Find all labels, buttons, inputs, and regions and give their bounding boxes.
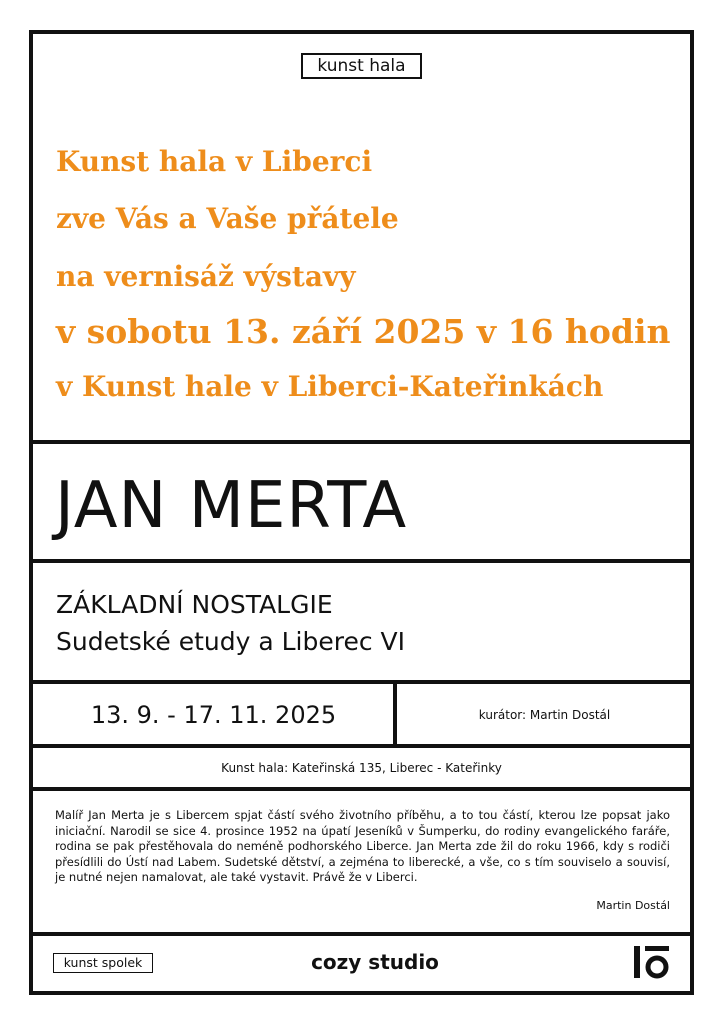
venue-address: Kunst hala: Kateřinská 135, Liberec - Kateřinky [221,761,502,775]
lo-logo-icon [632,942,672,982]
invitation-line-3: na vernisáž výstavy [56,260,356,293]
divider-5 [29,787,694,791]
invitation-venue: v Kunst hale v Liberci-Kateřinkách [56,370,604,403]
divider-4 [29,744,694,748]
invitation-line-1: Kunst hala v Liberci [56,145,373,178]
divider-1 [29,440,694,444]
signature: Martin Dostál [596,899,670,912]
invitation-date: v sobotu 13. září 2025 v 16 hodin [56,312,671,351]
exhibition-subtitle: Sudetské etudy a Liberec VI [56,627,406,656]
description-text: Malíř Jan Merta je s Libercem spjat částí svého životního příběhu, a to tou částí, kterou lze popsat jako iniciační. Narodil se sice 4. prosince 1952 na úpatí Jeseníků v Šumperku, do rodiny evangelického faráře, rodina se pak přestěhovala do neméně podhorského Liberce. Jan Merta zde žil do roku 1966, kdy s rodiči přesídlili do Ústí nad Labem. Sudetské dětství, a zejména to liberecké, a vše, co s tím souviselo a souvisí, je nutné nejen namalovat, ale také vystavit. Právě že v Liberci. [55,808,670,884]
cozy-studio-logo: cozy studio [311,950,439,974]
kunst-spolek-logo: kunst spolek [53,953,153,973]
divider-3 [29,680,694,684]
divider-2 [29,559,694,563]
divider-6 [29,932,694,936]
kunst-hala-logo: kunst hala [301,53,422,79]
curator: kurátor: Martin Dostál [478,708,611,722]
exhibition-dates: 13. 9. - 17. 11. 2025 [90,701,337,729]
exhibition-title: ZÁKLADNÍ NOSTALGIE [56,590,333,619]
artist-name: JAN MERTA [55,469,408,543]
invitation-line-2: zve Vás a Vaše přátele [56,202,399,235]
